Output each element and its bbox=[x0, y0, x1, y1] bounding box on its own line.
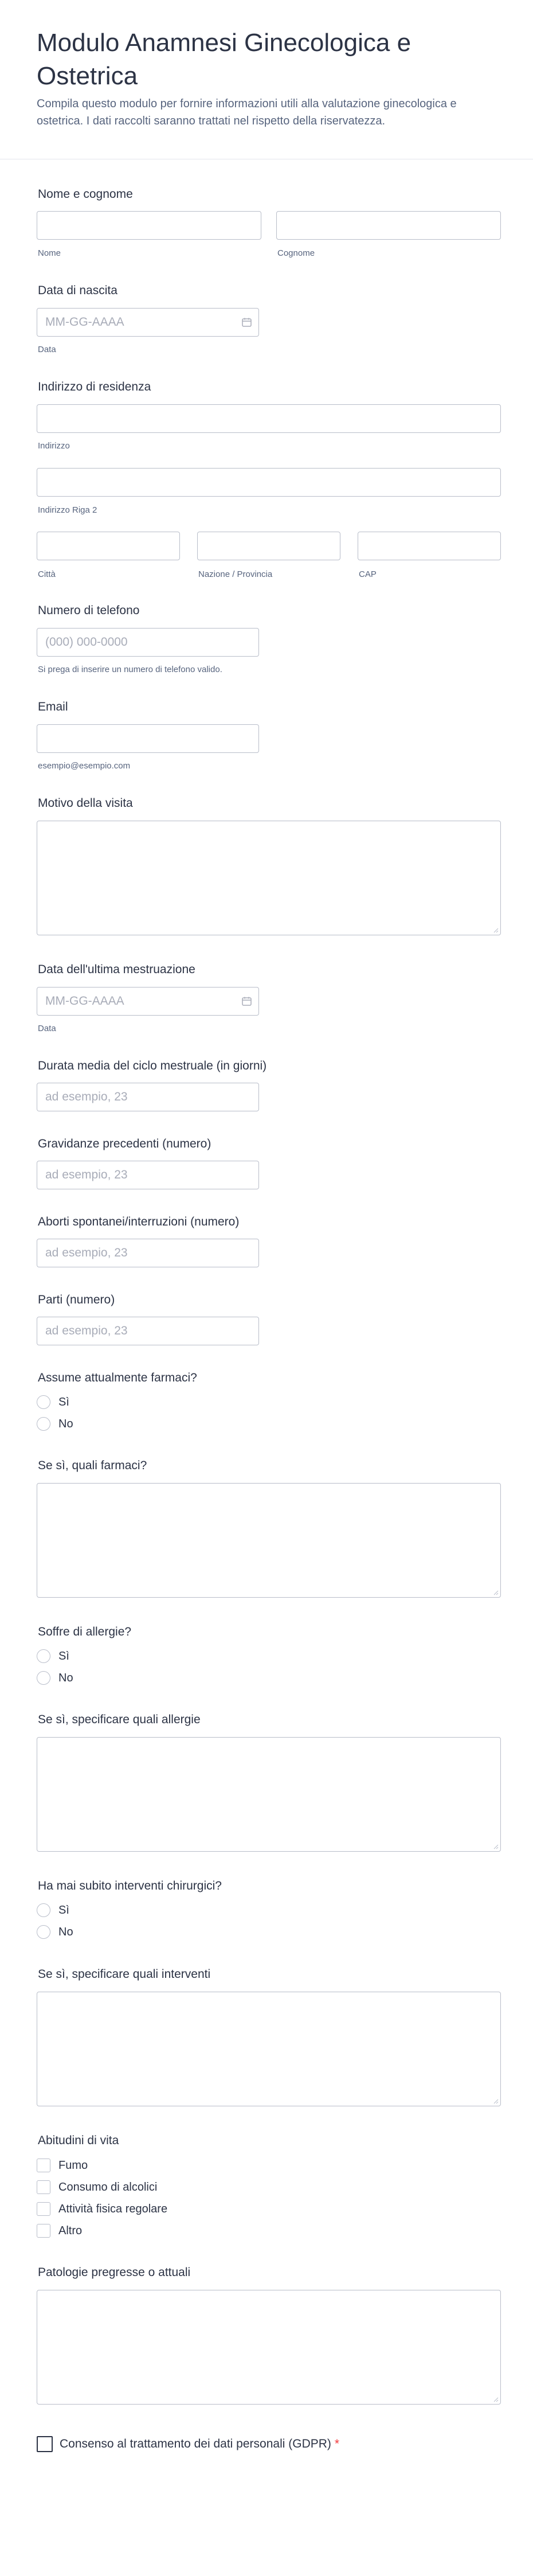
last-name-input[interactable] bbox=[276, 211, 501, 240]
required-asterisk: * bbox=[334, 2437, 340, 2450]
allergies-which-label: Se sì, specificare quali allergie bbox=[38, 1713, 201, 1726]
calendar-icon[interactable] bbox=[242, 997, 252, 1006]
drugs-yes-label: Sì bbox=[58, 1395, 69, 1408]
habit-alcohol-label: Consumo di alcolici bbox=[58, 2180, 158, 2193]
drugs-yes-radio[interactable] bbox=[37, 1395, 50, 1409]
resize-grip-icon[interactable] bbox=[493, 927, 499, 933]
drugs-which-textarea[interactable] bbox=[37, 1483, 501, 1598]
gdpr-consent-label: Consenso al trattamento dei dati personali (GDPR) bbox=[60, 2437, 331, 2450]
address-line2-sublabel: Indirizzo Riga 2 bbox=[38, 505, 97, 515]
drugs-which-label: Se sì, quali farmaci? bbox=[38, 1459, 147, 1472]
last-period-input[interactable] bbox=[37, 987, 259, 1016]
email-label: Email bbox=[38, 700, 68, 713]
phone-label: Numero di telefono bbox=[38, 604, 140, 617]
form-title: Modulo Anamnesi Ginecologica e Ostetrica bbox=[37, 29, 411, 90]
abortions-label: Aborti spontanei/interruzioni (numero) bbox=[38, 1215, 240, 1228]
zip-sublabel: CAP bbox=[359, 569, 377, 579]
habit-option-other[interactable] bbox=[37, 2223, 82, 2238]
calendar-icon[interactable] bbox=[242, 318, 252, 327]
surgery-label: Ha mai subito interventi chirurgici? bbox=[38, 1879, 222, 1892]
pregnancies-label: Gravidanze precedenti (numero) bbox=[38, 1137, 211, 1150]
birth-date-sublabel: Data bbox=[38, 345, 56, 354]
allergies-label: Soffre di allergie? bbox=[38, 1625, 132, 1638]
resize-grip-icon[interactable] bbox=[493, 1844, 499, 1849]
visit-reason-textarea[interactable] bbox=[37, 821, 501, 935]
country-input[interactable] bbox=[197, 532, 340, 560]
births-label: Parti (numero) bbox=[38, 1293, 115, 1306]
cycle-input[interactable] bbox=[37, 1083, 259, 1111]
name-label: Nome e cognome bbox=[38, 188, 133, 201]
habit-option-smoking[interactable] bbox=[37, 2158, 88, 2173]
allergies-no-label: No bbox=[58, 1671, 73, 1684]
birth-date-placeholder: MM-GG-AAAA bbox=[45, 315, 124, 329]
last-period-placeholder: MM-GG-AAAA bbox=[45, 994, 124, 1008]
visit-reason-label: Motivo della visita bbox=[38, 797, 133, 810]
gdpr-consent[interactable] bbox=[37, 2436, 339, 2452]
zip-input[interactable] bbox=[358, 532, 501, 560]
cycle-label: Durata media del ciclo mestruale (in giorni) bbox=[38, 1059, 267, 1072]
birth-date-input[interactable] bbox=[37, 308, 259, 337]
habit-option-exercise[interactable] bbox=[37, 2202, 167, 2216]
habit-option-alcohol[interactable] bbox=[37, 2180, 157, 2195]
surgery-which-textarea[interactable] bbox=[37, 1992, 501, 2106]
surgery-yes-label: Sì bbox=[58, 1903, 69, 1917]
allergies-option-no[interactable] bbox=[37, 1671, 73, 1685]
resize-grip-icon[interactable] bbox=[493, 2397, 499, 2402]
email-input[interactable] bbox=[37, 724, 259, 753]
abortions-input[interactable] bbox=[37, 1239, 259, 1267]
email-sublabel: esempio@esempio.com bbox=[38, 761, 131, 771]
phone-sublabel: Si prega di inserire un numero di telefono valido. bbox=[38, 665, 222, 674]
cycle-placeholder: ad esempio, 23 bbox=[45, 1090, 128, 1103]
allergies-no-radio[interactable] bbox=[37, 1671, 50, 1685]
surgery-no-label: No bbox=[58, 1925, 73, 1938]
drugs-no-label: No bbox=[58, 1417, 73, 1430]
phone-placeholder: (000) 000-0000 bbox=[45, 635, 128, 649]
drugs-no-radio[interactable] bbox=[37, 1417, 50, 1431]
abortions-placeholder: ad esempio, 23 bbox=[45, 1246, 128, 1259]
gdpr-consent-checkbox[interactable] bbox=[37, 2436, 53, 2452]
births-placeholder: ad esempio, 23 bbox=[45, 1324, 128, 1337]
birth-date-label: Data di nascita bbox=[38, 284, 117, 297]
surgery-option-no[interactable] bbox=[37, 1925, 73, 1939]
resize-grip-icon[interactable] bbox=[493, 1590, 499, 1595]
last-period-sublabel: Data bbox=[38, 1024, 56, 1033]
habit-other-checkbox[interactable] bbox=[37, 2224, 50, 2238]
allergies-yes-label: Sì bbox=[58, 1649, 69, 1662]
first-name-input[interactable] bbox=[37, 211, 261, 240]
last-name-sublabel: Cognome bbox=[277, 248, 315, 258]
habits-label: Abitudini di vita bbox=[38, 2134, 119, 2147]
form-subtitle: Compila questo modulo per fornire informazioni utili alla valutazione ginecologica e ostetrica. I dati raccolti saranno trattati nel rispetto della riservatezza. bbox=[37, 97, 457, 127]
phone-input[interactable] bbox=[37, 628, 259, 657]
allergies-yes-radio[interactable] bbox=[37, 1649, 50, 1663]
habit-smoking-checkbox[interactable] bbox=[37, 2159, 50, 2172]
resize-grip-icon[interactable] bbox=[493, 2098, 499, 2104]
habit-alcohol-checkbox[interactable] bbox=[37, 2180, 50, 2194]
address-label: Indirizzo di residenza bbox=[38, 380, 151, 393]
habit-exercise-checkbox[interactable] bbox=[37, 2202, 50, 2216]
births-input[interactable] bbox=[37, 1317, 259, 1345]
habit-smoking-label: Fumo bbox=[58, 2159, 88, 2172]
pregnancies-placeholder: ad esempio, 23 bbox=[45, 1168, 128, 1181]
address-line1-sublabel: Indirizzo bbox=[38, 441, 70, 451]
surgery-option-yes[interactable] bbox=[37, 1903, 69, 1918]
pathologies-label: Patologie pregresse o attuali bbox=[38, 2266, 191, 2279]
surgery-which-label: Se sì, specificare quali interventi bbox=[38, 1968, 211, 1981]
country-sublabel: Nazione / Provincia bbox=[198, 569, 273, 579]
habit-exercise-label: Attività fisica regolare bbox=[58, 2202, 168, 2215]
form-header bbox=[0, 0, 533, 159]
drugs-option-no[interactable] bbox=[37, 1416, 73, 1431]
pathologies-textarea[interactable] bbox=[37, 2290, 501, 2405]
surgery-yes-radio[interactable] bbox=[37, 1903, 50, 1917]
allergies-which-textarea[interactable] bbox=[37, 1737, 501, 1852]
habit-other-label: Altro bbox=[58, 2224, 83, 2237]
city-input[interactable] bbox=[37, 532, 180, 560]
city-sublabel: Città bbox=[38, 569, 56, 579]
surgery-no-radio[interactable] bbox=[37, 1925, 50, 1939]
allergies-option-yes[interactable] bbox=[37, 1649, 69, 1664]
address-line1-input[interactable] bbox=[37, 404, 501, 433]
address-line2-input[interactable] bbox=[37, 468, 501, 497]
drugs-label: Assume attualmente farmaci? bbox=[38, 1371, 197, 1384]
first-name-sublabel: Nome bbox=[38, 248, 61, 258]
last-period-label: Data dell'ultima mestruazione bbox=[38, 963, 195, 976]
drugs-option-yes[interactable] bbox=[37, 1395, 69, 1410]
pregnancies-input[interactable] bbox=[37, 1161, 259, 1189]
